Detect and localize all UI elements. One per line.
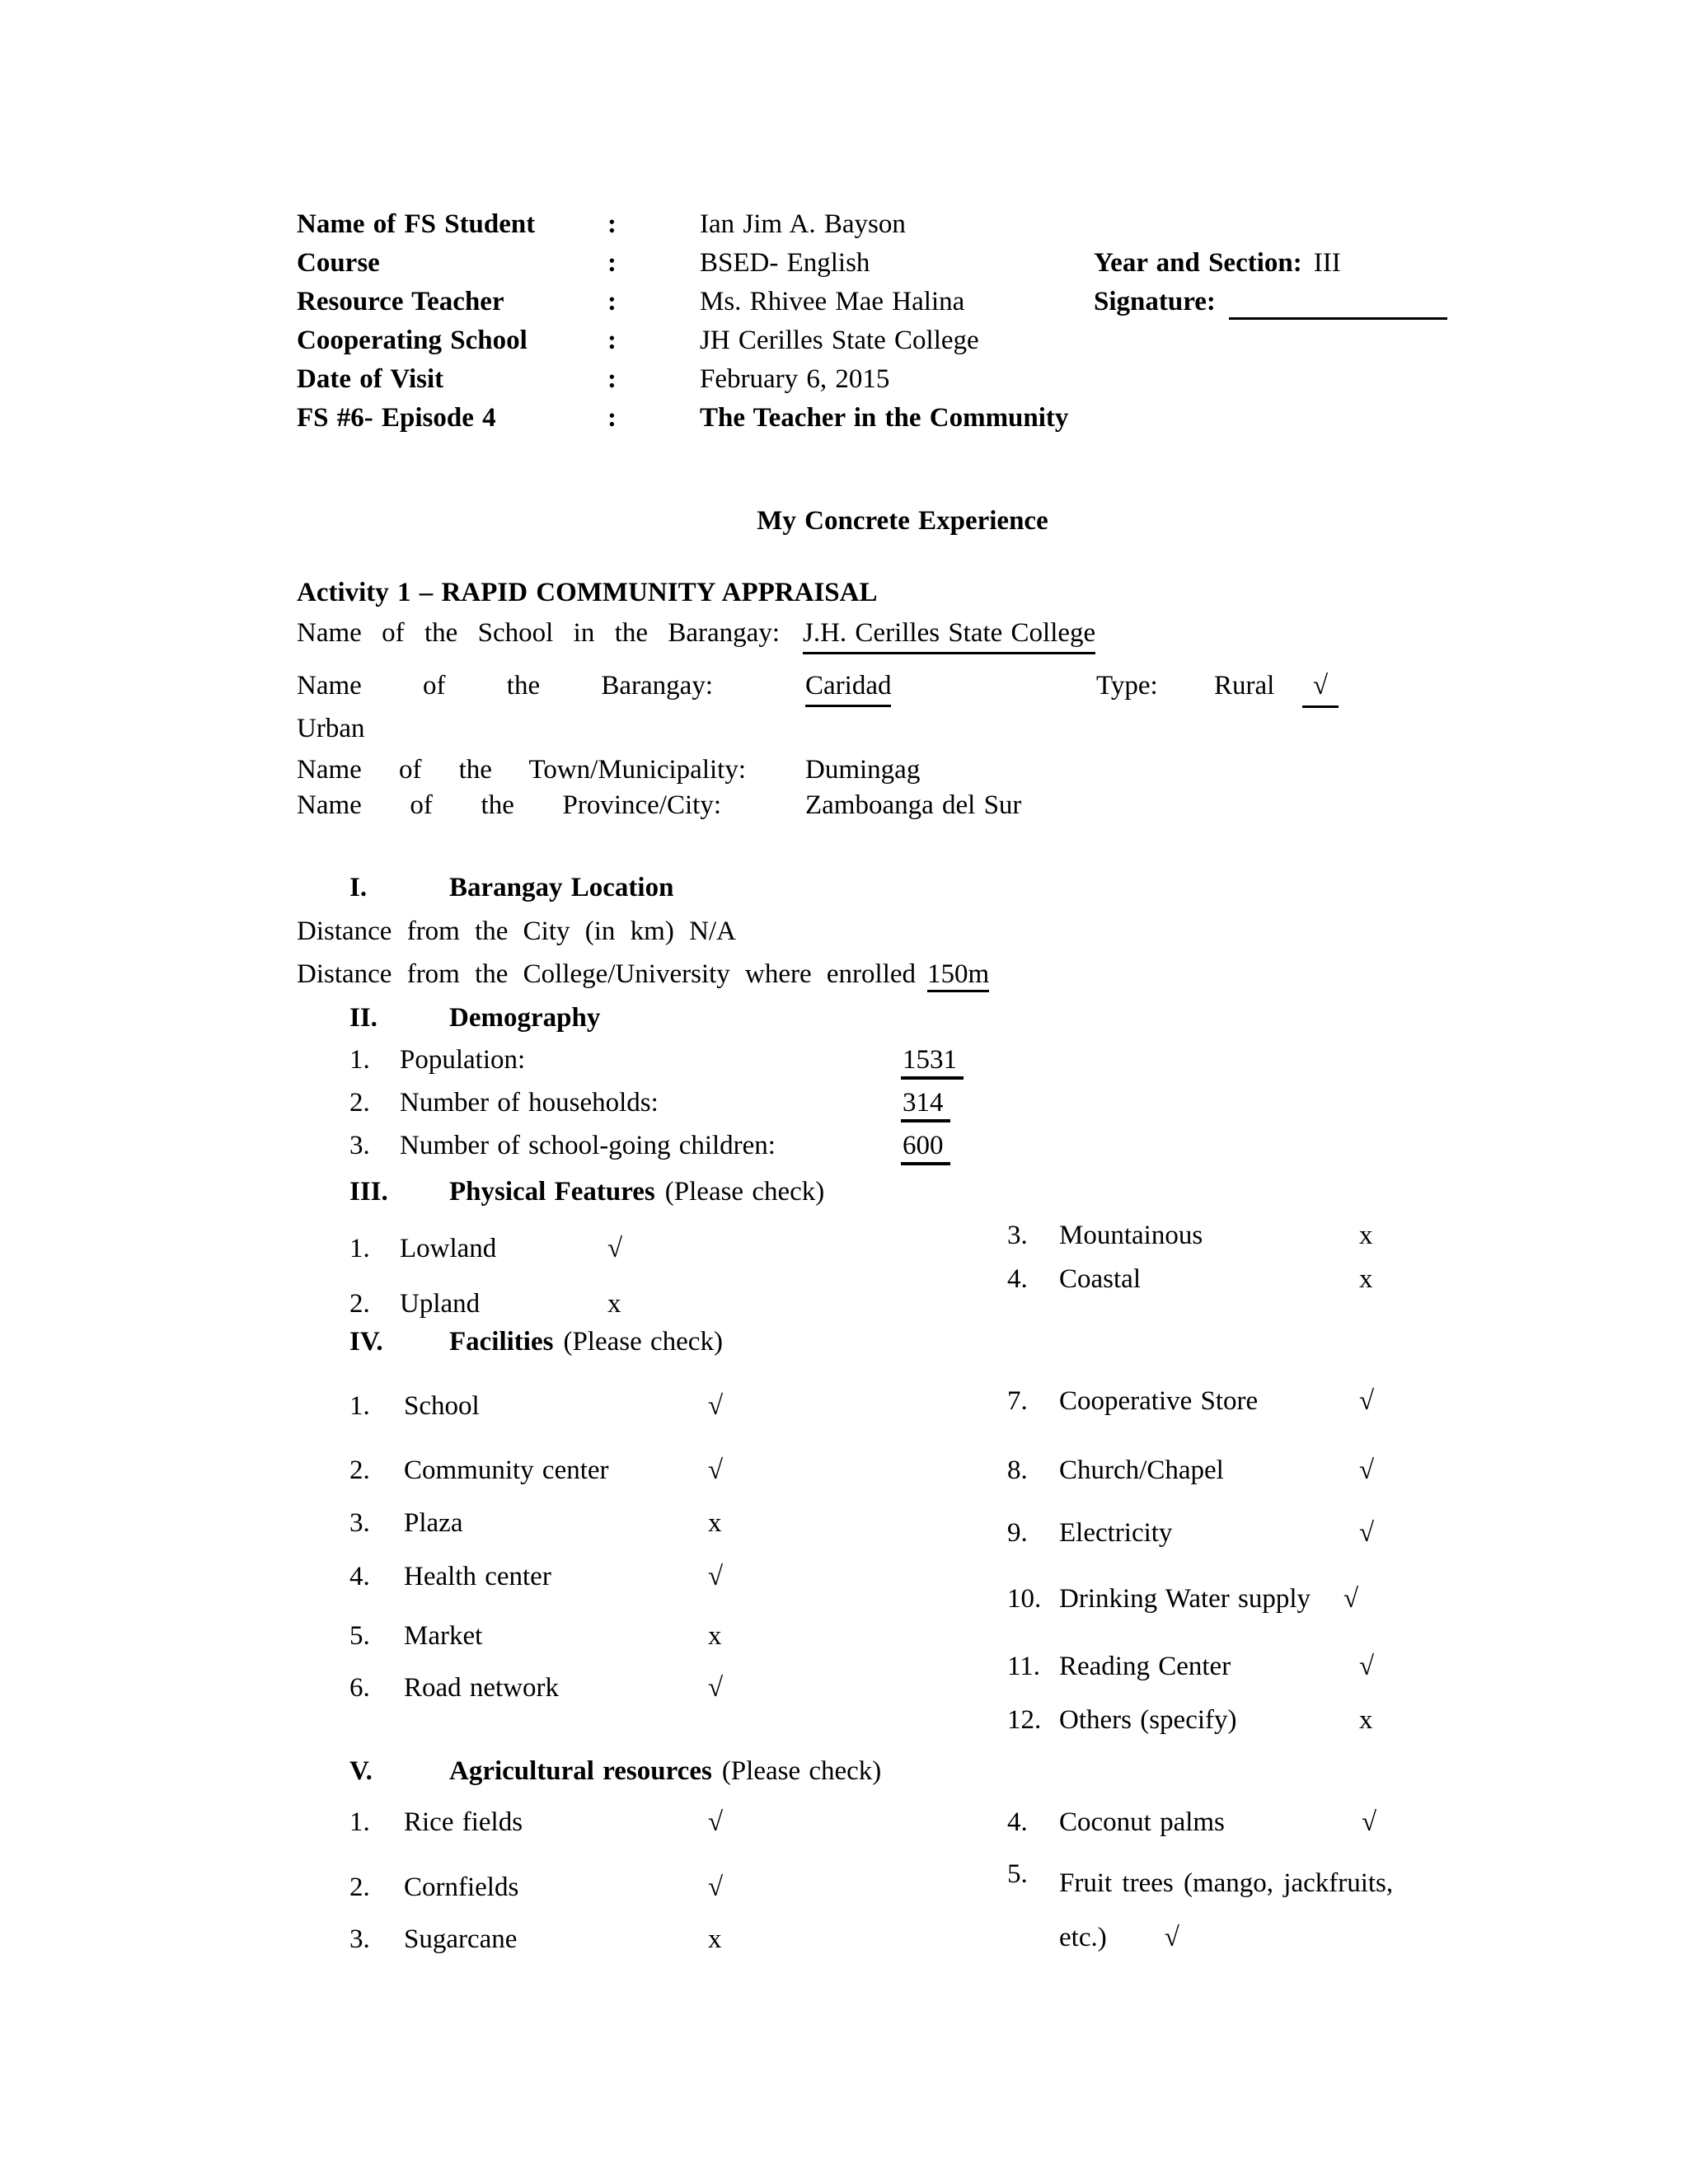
list-item-label: Upland xyxy=(400,1289,481,1319)
list-item-mark: √ xyxy=(607,1234,623,1263)
section-note: (Please check) xyxy=(721,1756,882,1786)
demography-row xyxy=(349,1085,950,1121)
town-line xyxy=(297,752,921,788)
province-label: Name of the Province/City: xyxy=(297,790,721,820)
signature-line xyxy=(1229,289,1447,320)
list-item-value: 600 xyxy=(901,1131,950,1165)
list-item-label: Mountainous xyxy=(1059,1221,1203,1250)
list-item-mark: √ xyxy=(708,1455,724,1485)
list-item-number: 8. xyxy=(1007,1455,1028,1485)
list-item-number: 2. xyxy=(349,1455,370,1485)
list-item-mark: √ xyxy=(1343,1584,1359,1614)
section-heading-demography xyxy=(349,1000,600,1036)
colon: : xyxy=(607,403,617,433)
signature-label: Signature: xyxy=(1094,287,1216,316)
list-item-mark: √ xyxy=(1362,1807,1377,1837)
list-item-mark: x xyxy=(607,1289,621,1319)
list-item-label: Market xyxy=(404,1621,483,1651)
section-title: Facilities xyxy=(449,1327,554,1357)
colon: : xyxy=(607,326,617,355)
checklist-row xyxy=(349,1869,723,1905)
list-item-label: Number of school-going children: xyxy=(400,1131,776,1160)
list-item-number: 1. xyxy=(349,1807,370,1837)
colon: : xyxy=(607,248,617,278)
list-item-number: 3. xyxy=(349,1924,370,1954)
section-numeral: II. xyxy=(349,1003,377,1033)
header-row-fs-student xyxy=(297,206,906,244)
checklist-row xyxy=(349,1452,723,1488)
town-label: Name of the Town/Municipality: xyxy=(297,755,746,785)
type-urban-label: Urban xyxy=(297,714,365,743)
field-label: Cooperating School xyxy=(297,326,528,355)
signature xyxy=(1094,284,1447,320)
header-row-cooperating-school xyxy=(297,322,979,360)
header-row-resource-teacher xyxy=(297,284,1216,321)
section-title: Physical Features xyxy=(449,1177,655,1207)
checklist-row xyxy=(1007,1383,1374,1419)
type-rural-label: Rural xyxy=(1214,671,1275,701)
school-line xyxy=(297,615,1096,651)
checklist-row xyxy=(349,1670,723,1706)
list-item-label: Cooperative Store xyxy=(1059,1386,1259,1416)
section-numeral: I. xyxy=(349,873,368,902)
list-item-number: 5. xyxy=(1007,1859,1028,1889)
list-item-number: 11. xyxy=(1007,1652,1041,1681)
province-line xyxy=(297,787,1022,823)
field-value: Ms. Rhivee Mae Halina xyxy=(700,287,965,316)
barangay-name-label: Name of the Barangay: xyxy=(297,671,713,701)
field-value: JH Cerilles State College xyxy=(700,326,979,355)
list-item-number: 3. xyxy=(349,1131,370,1160)
list-item-number: 2. xyxy=(349,1088,370,1118)
checklist-row xyxy=(1007,1515,1374,1551)
section-heading-agricultural xyxy=(349,1753,881,1789)
list-item-mark: √ xyxy=(708,1562,724,1591)
school-value: J.H. Cerilles State College xyxy=(803,615,1095,654)
distance-college-line xyxy=(297,956,989,992)
list-item-mark: √ xyxy=(708,1807,724,1837)
list-item-value: 314 xyxy=(901,1088,950,1122)
field-value: February 6, 2015 xyxy=(700,364,890,394)
list-item-label: Lowland xyxy=(400,1234,497,1263)
list-item-number: 5. xyxy=(349,1621,370,1651)
province-value: Zamboanga del Sur xyxy=(805,790,1022,820)
checklist-row xyxy=(349,1230,622,1267)
section-title: Demography xyxy=(449,1003,601,1033)
list-item-label: Reading Center xyxy=(1059,1652,1231,1681)
list-item-number: 6. xyxy=(349,1673,370,1703)
list-item-mark: √ xyxy=(1359,1652,1375,1681)
list-item-number: 1. xyxy=(349,1045,370,1075)
field-value: BSED- English xyxy=(700,248,870,278)
list-item-mark: √ xyxy=(708,1872,724,1902)
fruit-trees-line2: etc.) xyxy=(1059,1923,1107,1952)
town-value: Dumingag xyxy=(805,755,921,785)
list-item-label: Sugarcane xyxy=(404,1924,518,1954)
year-section xyxy=(1094,245,1341,281)
colon: : xyxy=(607,287,617,316)
list-item-label: Church/Chapel xyxy=(1059,1455,1224,1485)
section-heading-facilities xyxy=(349,1324,723,1360)
list-item-mark: x xyxy=(708,1924,722,1954)
fruit-trees-line1: Fruit trees (mango, jackfruits, xyxy=(1059,1868,1394,1898)
fruit-trees-label xyxy=(1059,1856,1508,1965)
list-item-number: 1. xyxy=(349,1234,370,1263)
list-item-label: Number of households: xyxy=(400,1088,659,1118)
section-numeral: V. xyxy=(349,1756,373,1786)
type-label: Type: xyxy=(1096,671,1158,701)
list-item-mark: x xyxy=(1359,1705,1373,1735)
field-label: Name of FS Student xyxy=(297,209,536,239)
school-label: Name of the School in the Barangay: xyxy=(297,618,780,648)
list-item-number: 9. xyxy=(1007,1518,1028,1548)
list-item-label: Drinking Water supply xyxy=(1059,1584,1311,1614)
list-item-label: Electricity xyxy=(1059,1518,1173,1548)
checklist-row xyxy=(349,1558,723,1595)
list-item-number: 1. xyxy=(349,1391,370,1421)
fruit-trees-check: √ xyxy=(1164,1923,1179,1952)
list-item-label: Coconut palms xyxy=(1059,1807,1225,1837)
barangay-name-line xyxy=(297,668,1329,704)
header-row-course xyxy=(297,245,1341,283)
year-section-label: Year and Section: xyxy=(1094,248,1302,278)
list-item-label: Cornfields xyxy=(404,1872,519,1902)
page-title: My Concrete Experience xyxy=(757,506,1048,536)
list-item-mark: √ xyxy=(708,1673,724,1703)
field-label: FS #6- Episode 4 xyxy=(297,403,496,433)
checklist-row xyxy=(1007,1581,1358,1617)
list-item-mark: x xyxy=(708,1621,722,1651)
checklist-row xyxy=(349,1286,621,1322)
checklist-row xyxy=(1007,1702,1373,1738)
section-numeral: IV. xyxy=(349,1327,383,1357)
checklist-row-fruit-trees xyxy=(1007,1856,1508,1965)
list-item-mark: √ xyxy=(1359,1455,1375,1485)
list-item-number: 2. xyxy=(349,1872,370,1902)
activity-heading: Activity 1 – RAPID COMMUNITY APPRAISAL xyxy=(297,578,878,607)
type-rural-check: √ xyxy=(1302,668,1339,708)
field-value: Ian Jim A. Bayson xyxy=(700,209,906,239)
list-item-number: 2. xyxy=(349,1289,370,1319)
checklist-row xyxy=(1007,1452,1374,1488)
distance-college-value: 150m xyxy=(927,959,989,992)
field-label: Course xyxy=(297,248,380,278)
list-item-number: 3. xyxy=(1007,1221,1028,1250)
list-item-number: 7. xyxy=(1007,1386,1028,1416)
checklist-row xyxy=(349,1388,723,1424)
distance-college-text: Distance from the College/University where enrolled xyxy=(297,959,917,989)
section-heading-location xyxy=(349,869,673,906)
checklist-row xyxy=(1007,1648,1374,1685)
checklist-row xyxy=(349,1804,723,1840)
field-label: Date of Visit xyxy=(297,364,444,394)
list-item-label: Community center xyxy=(404,1455,609,1485)
checklist-row xyxy=(349,1505,722,1541)
list-item-number: 4. xyxy=(1007,1264,1028,1294)
list-item-mark: x xyxy=(708,1508,722,1538)
section-heading-physical xyxy=(349,1174,824,1210)
list-item-mark: √ xyxy=(708,1391,724,1421)
checklist-row xyxy=(349,1921,722,1957)
list-item-number: 10. xyxy=(1007,1584,1042,1614)
checklist-row xyxy=(1007,1217,1373,1254)
demography-row xyxy=(349,1127,950,1164)
field-label: Resource Teacher xyxy=(297,287,504,316)
list-item-mark: x xyxy=(1359,1221,1373,1250)
header-row-episode xyxy=(297,400,1068,438)
checklist-row xyxy=(1007,1261,1373,1297)
section-title: Agricultural resources xyxy=(449,1756,712,1786)
list-item-mark: √ xyxy=(1359,1518,1375,1548)
list-item-label: Coastal xyxy=(1059,1264,1141,1294)
section-title: Barangay Location xyxy=(449,873,674,902)
year-section-value: III xyxy=(1313,248,1341,278)
list-item-number: 12. xyxy=(1007,1705,1042,1735)
field-value: The Teacher in the Community xyxy=(700,403,1069,433)
list-item-number: 4. xyxy=(1007,1807,1028,1837)
header-row-date-of-visit xyxy=(297,361,889,399)
section-note: (Please check) xyxy=(664,1177,825,1207)
list-item-label: School xyxy=(404,1391,480,1421)
distance-city-line: Distance from the City (in km) N/A xyxy=(297,916,736,946)
colon: : xyxy=(607,364,617,394)
list-item-label: Population: xyxy=(400,1045,526,1075)
list-item-number: 3. xyxy=(349,1508,370,1538)
section-note: (Please check) xyxy=(563,1327,723,1357)
list-item-mark: √ xyxy=(1359,1386,1375,1416)
list-item-label: Road network xyxy=(404,1673,560,1703)
list-item-label: Health center xyxy=(404,1562,551,1591)
checklist-row xyxy=(349,1618,722,1654)
list-item-value: 1531 xyxy=(901,1045,964,1080)
list-item-label: Rice fields xyxy=(404,1807,523,1837)
list-item-mark: x xyxy=(1359,1264,1373,1294)
list-item-number: 4. xyxy=(349,1562,370,1591)
barangay-name-value: Caridad xyxy=(805,668,891,707)
checklist-row xyxy=(1007,1804,1376,1840)
list-item-label: Plaza xyxy=(404,1508,463,1538)
colon: : xyxy=(607,209,617,239)
demography-row xyxy=(349,1042,964,1078)
list-item-label: Others (specify) xyxy=(1059,1705,1237,1735)
section-numeral: III. xyxy=(349,1177,388,1207)
